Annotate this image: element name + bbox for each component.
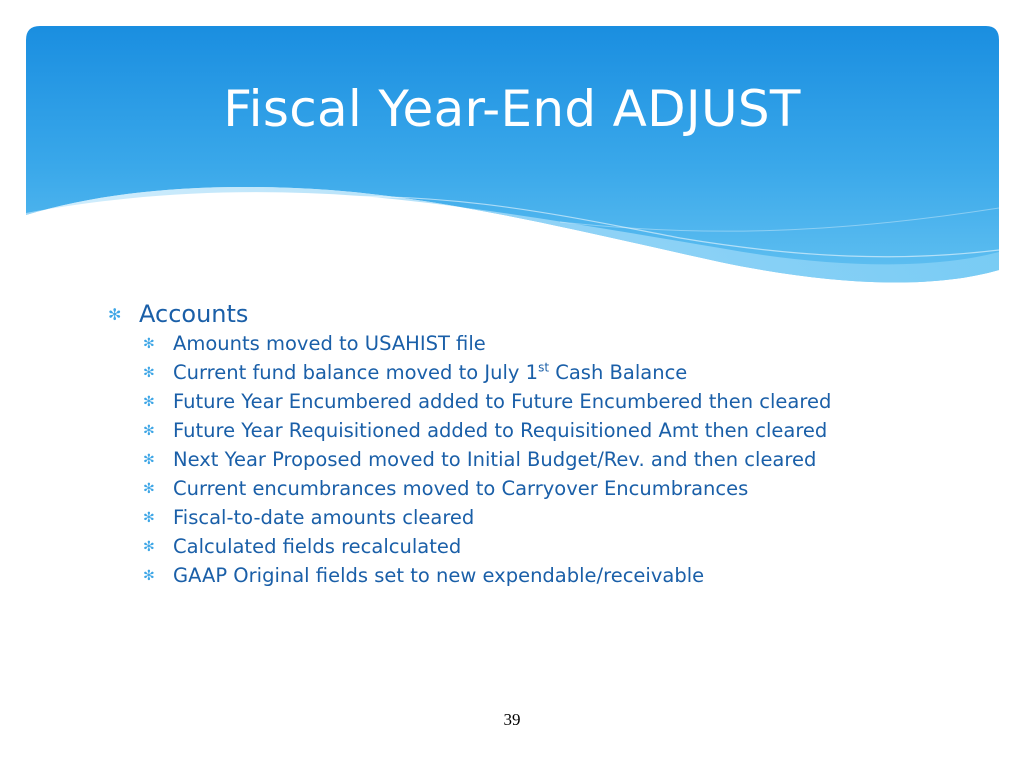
asterisk-bullet-icon: ✻ xyxy=(108,305,122,324)
list-item xyxy=(142,536,888,558)
header-shape xyxy=(26,26,999,282)
list-item xyxy=(142,420,888,442)
page-number: 39 xyxy=(503,710,521,729)
asterisk-bullet-icon: ✻ xyxy=(143,510,155,526)
asterisk-bullet-icon: ✻ xyxy=(143,394,155,410)
list-item xyxy=(142,449,888,471)
asterisk-bullet-icon: ✻ xyxy=(143,568,155,584)
asterisk-bullet-icon: ✻ xyxy=(143,423,155,439)
header-banner xyxy=(0,0,1024,300)
list-item xyxy=(142,391,888,413)
list-item xyxy=(142,478,888,500)
list-item xyxy=(142,507,888,529)
list-item-text: Calculated fields recalculated xyxy=(173,535,462,558)
asterisk-bullet-icon: ✻ xyxy=(143,481,155,497)
asterisk-bullet-icon: ✻ xyxy=(143,365,155,381)
list-item-text: Future Year Encumbered added to Future Encumbered then cleared xyxy=(173,390,832,413)
sub-bullet-list xyxy=(108,333,888,587)
bullet-content xyxy=(108,298,888,594)
list-item-text: Fiscal-to-date amounts cleared xyxy=(173,506,475,529)
asterisk-bullet-icon: ✻ xyxy=(143,539,155,555)
list-item-text: Next Year Proposed moved to Initial Budget/Rev. and then cleared xyxy=(173,448,817,471)
list-item-text: Amounts moved to USAHIST file xyxy=(173,332,486,355)
list-item xyxy=(142,333,888,355)
bullet-level1-label: Accounts xyxy=(139,300,249,328)
list-item xyxy=(142,362,888,384)
bullet-level1-accounts xyxy=(108,298,888,330)
list-item-text: GAAP Original fields set to new expendable/receivable xyxy=(173,564,705,587)
list-item-text: Current fund balance moved to July 1 xyxy=(173,361,539,384)
list-item-text: Future Year Requisitioned added to Requisitioned Amt then cleared xyxy=(173,419,828,442)
asterisk-bullet-icon: ✻ xyxy=(143,452,155,468)
list-item-text: Current encumbrances moved to Carryover Encumbrances xyxy=(173,477,749,500)
list-item xyxy=(142,565,888,587)
slide-title: Fiscal Year-End ADJUST xyxy=(223,80,801,138)
list-item-text-after: Cash Balance xyxy=(549,361,688,384)
asterisk-bullet-icon: ✻ xyxy=(143,336,155,352)
superscript-text: st xyxy=(538,360,550,375)
